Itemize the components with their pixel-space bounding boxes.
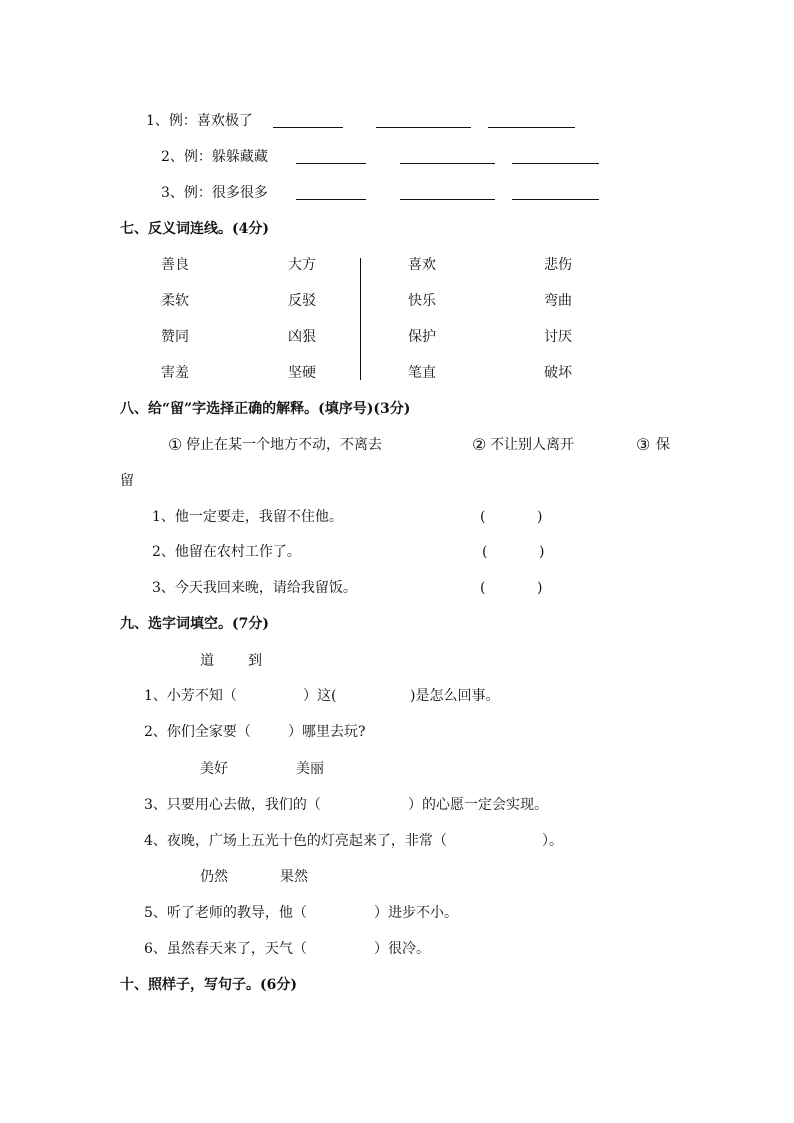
example-row-3: 3、例：很多很多: [161, 185, 268, 201]
paren-open: (: [482, 544, 488, 560]
fill-question-2-end: ）哪里去玩?: [288, 724, 366, 740]
fill-question-1-end: )是怎么回事。: [410, 688, 500, 704]
circled-number-1: ①: [168, 435, 183, 454]
word-right: 大方: [288, 257, 316, 273]
choice-word: 道: [200, 653, 214, 669]
answer-slot[interactable]: [346, 792, 406, 816]
section-title-7: 七、反义词连线。(4分): [120, 221, 269, 237]
fill-question-2: 2、你们全家要（: [144, 724, 251, 740]
answer-blank[interactable]: [512, 199, 599, 200]
paren-open: (: [480, 580, 486, 596]
choice-word: 美好: [200, 761, 228, 777]
word-left: 保护: [408, 329, 436, 345]
choice-word: 仍然: [200, 869, 228, 885]
choice-word: 果然: [280, 869, 308, 885]
word-left: 快乐: [408, 293, 436, 309]
circled-number-2: ②: [472, 435, 487, 454]
answer-blank[interactable]: [512, 163, 599, 164]
answer-slot[interactable]: [490, 504, 534, 528]
example-row-2: 2、例：躲躲藏藏: [161, 149, 268, 165]
answer-blank[interactable]: [488, 127, 575, 128]
answer-slot[interactable]: [352, 683, 408, 707]
column-divider: [360, 258, 361, 380]
question-item: 1、他一定要走，我留不住他。: [152, 509, 343, 525]
fill-question-1: 1、小芳不知（: [144, 688, 237, 704]
word-right: 悲伤: [544, 257, 572, 273]
meaning-option-2: 不让别人离开: [490, 437, 574, 453]
word-right: 反驳: [288, 293, 316, 309]
section-title-10: 十、照样子，写句子。(6分): [120, 977, 297, 993]
answer-slot[interactable]: [328, 900, 372, 924]
answer-blank[interactable]: [400, 163, 495, 164]
answer-blank[interactable]: [296, 199, 366, 200]
paren-close: ): [537, 509, 543, 525]
word-left: 善良: [161, 257, 189, 273]
answer-slot[interactable]: [272, 719, 286, 743]
answer-slot[interactable]: [488, 828, 540, 852]
answer-blank[interactable]: [296, 163, 366, 164]
fill-question-3-end: ）的心愿一定会实现。: [408, 797, 548, 813]
word-left: 喜欢: [408, 257, 436, 273]
word-left: 害羞: [161, 365, 189, 381]
paren-close: ): [537, 580, 543, 596]
question-item: 3、今天我回来晚，请给我留饭。: [152, 580, 357, 596]
example-row-1: 1、例：喜欢极了: [146, 113, 253, 129]
fill-question-1-mid: ）这(: [303, 688, 337, 704]
answer-blank[interactable]: [376, 127, 471, 128]
word-left: 赞同: [161, 329, 189, 345]
answer-slot[interactable]: [492, 539, 536, 563]
section-title-8: 八、给“留”字选择正确的解释。(填序号)(3分): [120, 401, 411, 417]
choice-word: 到: [248, 653, 262, 669]
word-right: 凶狠: [288, 329, 316, 345]
answer-blank[interactable]: [400, 199, 495, 200]
fill-question-6-end: ）很冷。: [374, 941, 430, 957]
fill-question-6: 6、虽然春天来了，天气（: [144, 941, 307, 957]
fill-question-4: 4、夜晚，广场上五光十色的灯亮起来了，非常（: [144, 833, 447, 849]
fill-question-5: 5、听了老师的教导，他（: [144, 905, 307, 921]
word-right: 破坏: [544, 365, 572, 381]
answer-slot[interactable]: [328, 936, 372, 960]
question-item: 2、他留在农村工作了。: [152, 544, 301, 560]
word-right: 弯曲: [544, 293, 572, 309]
choice-word: 美丽: [296, 761, 324, 777]
answer-slot[interactable]: [490, 575, 534, 599]
answer-blank[interactable]: [273, 127, 343, 128]
word-right: 讨厌: [544, 329, 572, 345]
meaning-option-3-continued: 留: [120, 473, 134, 489]
meaning-option-3: 保: [656, 437, 670, 453]
circled-number-3: ③: [636, 435, 651, 454]
paren-close: ): [539, 544, 545, 560]
fill-question-5-end: ）进步不小。: [374, 905, 458, 921]
word-right: 坚硬: [288, 365, 316, 381]
answer-slot[interactable]: [256, 683, 300, 707]
meaning-option-1: 停止在某一个地方不动，不离去: [186, 437, 382, 453]
section-title-9: 九、选字词填空。(7分): [120, 616, 269, 632]
paren-open: (: [480, 509, 486, 525]
word-left: 柔软: [161, 293, 189, 309]
fill-question-3: 3、只要用心去做，我们的（: [144, 797, 321, 813]
fill-question-4-end: ）。: [542, 833, 563, 849]
word-left: 笔直: [408, 365, 436, 381]
